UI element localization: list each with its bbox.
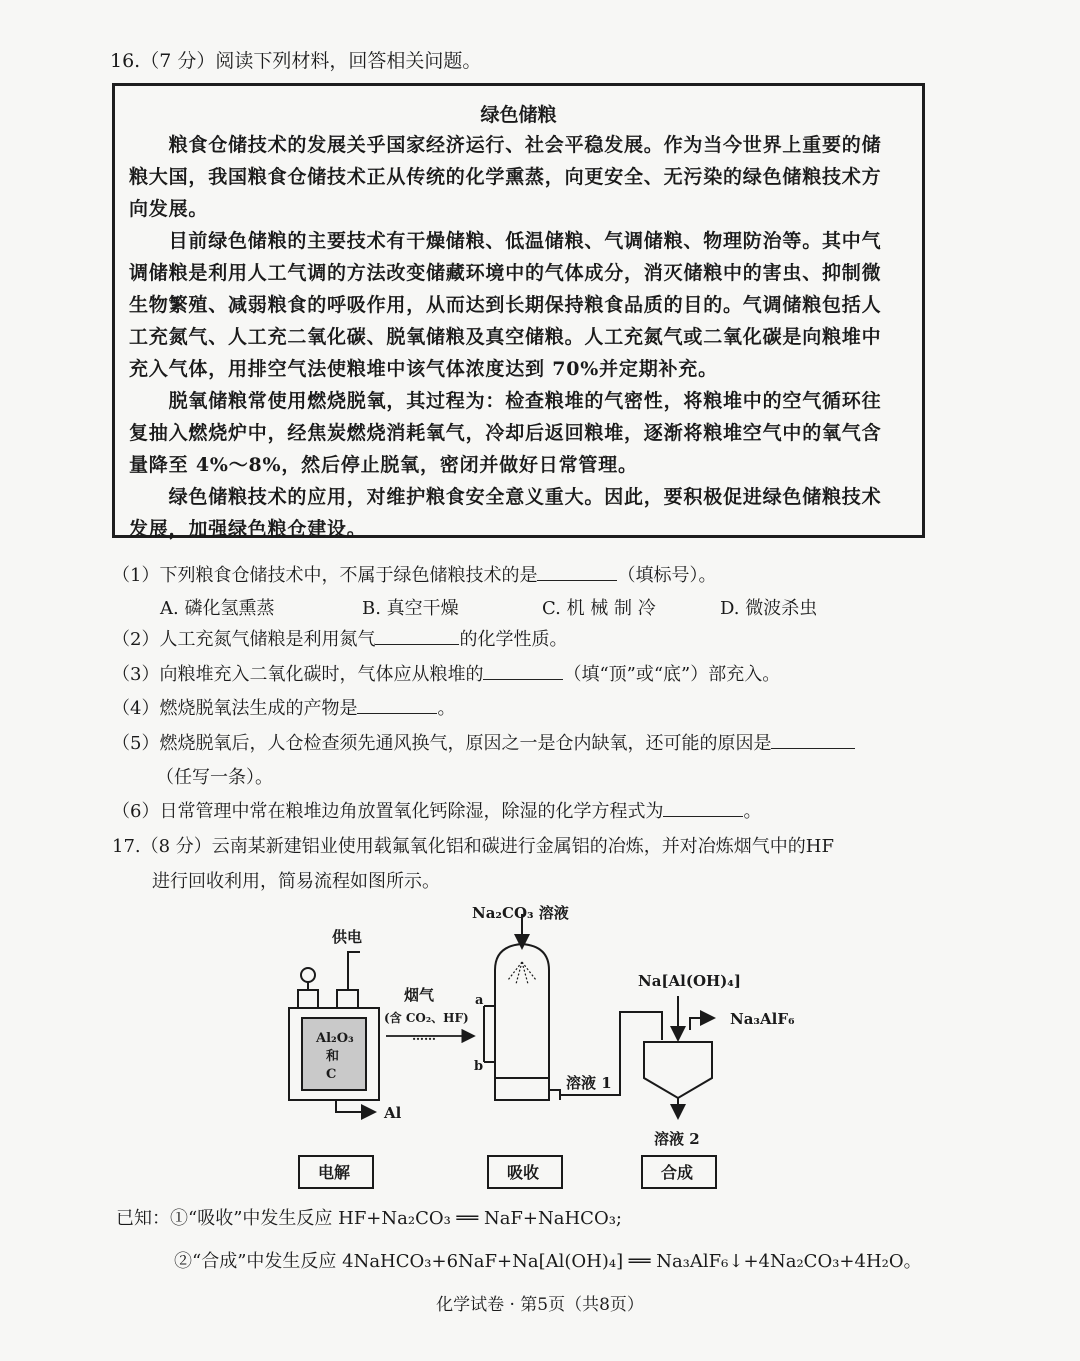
material-line: 生物繁殖、减弱粮食的呼吸作用，从而达到长期保持粮食品质的目的。气调储粮包括人 [129, 294, 882, 316]
material-line: 粮大国，我国粮食仓储技术正从传统的化学熏蒸，向更安全、无污染的绿色储粮技术方 [129, 166, 882, 188]
q16-sub6 [112, 797, 761, 823]
label-dots: …… [412, 1029, 436, 1043]
option-d: D. 微波杀虫 [720, 598, 818, 619]
label-fume-note: (含 CO₂、HF) [384, 1011, 469, 1025]
q16-sub5-text: （5）燃烧脱氧后，人仓检查须先通风换气，原因之一是仓内缺氧，还可能的原因是 [112, 733, 772, 754]
label-power: 供电 [332, 928, 363, 946]
q16-sub4 [112, 694, 455, 720]
material-line: 绿色储粮技术的应用，对维护粮食安全意义重大。因此，要积极促进绿色储粮技术 [129, 486, 882, 508]
q17-line1: 17.（8 分）云南某新建铝业使用载氟氧化铝和碳进行金属铝的冶炼，并对冶炼烟气中的HF [112, 836, 834, 857]
q16-sub4-suffix: 。 [437, 698, 456, 719]
label-solution1: 溶液 1 [566, 1074, 612, 1092]
label-fume: 烟气 [404, 986, 435, 1004]
material-line: 粮食仓储技术的发展关乎国家经济运行、社会平稳发展。作为当今世界上重要的储 [129, 134, 882, 156]
material-box [112, 83, 925, 538]
label-na-aloh4: Na[Al(OH)₄] [638, 972, 741, 990]
label-b: b [474, 1059, 484, 1074]
label-and: 和 [326, 1049, 340, 1064]
label-a: a [475, 993, 484, 1008]
material-title: 绿色储粮 [480, 104, 557, 126]
synthesis-vessel [644, 996, 714, 1118]
known-reaction-1: 已知：①“吸收”中发生反应 HF+Na₂CO₃ ══ NaF+NaHCO₃; [116, 1208, 622, 1229]
q16-sub2-text: （2）人工充氮气储粮是利用氮气 [112, 629, 376, 650]
page-footer: 化学试卷 · 第5页（共8页） [436, 1295, 644, 1315]
q16-sub1 [112, 561, 716, 587]
option-b: B. 真空干燥 [362, 598, 459, 619]
answer-blank[interactable] [537, 562, 617, 581]
material-line: 发展，加强绿色粮仓建设。 [129, 518, 367, 540]
q16-sub2-suffix: 的化学性质。 [459, 629, 568, 650]
q17-line2: 进行回收利用，简易流程如图所示。 [152, 871, 440, 892]
answer-blank[interactable] [357, 695, 437, 714]
q16-sub3-suffix: （填“顶”或“底”）部充入。 [563, 664, 781, 685]
absorption-tower [484, 914, 662, 1100]
q16-sub1-suffix: （填标号）。 [617, 565, 717, 586]
material-line: 目前绿色储粮的主要技术有干燥储粮、低温储粮、气调储粮、物理防治等。其中气 [129, 230, 882, 252]
material-line: 向发展。 [129, 198, 209, 220]
label-na3alf6: Na₃AlF₆ [730, 1010, 795, 1028]
label-carbon: C [326, 1067, 337, 1082]
material-line: 调储粮是利用人工气调的方法改变储藏环境中的气体成分，消灭储粮中的害虫、抑制微 [129, 262, 882, 284]
q16-heading: 16.（7 分）阅读下列材料，回答相关问题。 [110, 50, 482, 72]
label-step-electrolysis: 电解 [318, 1163, 351, 1182]
answer-blank[interactable] [375, 626, 459, 645]
q16-sub3-text: （3）向粮堆充入二氧化碳时，气体应从粮堆的 [112, 664, 484, 685]
q16-sub3 [112, 660, 780, 686]
known-reaction-2: ②“合成”中发生反应 4NaHCO₃+6NaF+Na[Al(OH)₄] ══ Na₃AlF₆↓+4Na₂CO₃+4H₂O。 [174, 1251, 922, 1272]
material-line: 工充氮气、人工充二氧化碳、脱氧储粮及真空储粮。人工充氮气或二氧化碳是向粮堆中 [129, 326, 882, 348]
material-line: 充入气体，用排空气法使粮堆中该气体浓度达到 70%并定期补充。 [129, 358, 718, 380]
label-step-absorption: 吸收 [507, 1163, 540, 1182]
label-solution2: 溶液 2 [654, 1130, 700, 1148]
option-c: C. 机 械 制 冷 [542, 598, 656, 619]
material-line: 脱氧储粮常使用燃烧脱氧，其过程为：检查粮堆的气密性，将粮堆中的空气循环往 [129, 390, 882, 412]
q16-sub5-suffix: （任写一条）。 [156, 767, 273, 788]
q16-sub1-text: （1）下列粮食仓储技术中，不属于绿色储粮技术的是 [112, 565, 538, 586]
q16-sub6-text: （6）日常管理中常在粮堆边角放置氧化钙除湿，除湿的化学方程式为 [112, 801, 664, 822]
label-al2o3: Al₂O₃ [316, 1031, 354, 1046]
answer-blank[interactable] [483, 661, 563, 680]
q16-sub4-text: （4）燃烧脱氧法生成的产物是 [112, 698, 358, 719]
option-a: A. 磷化氢熏蒸 [160, 598, 275, 619]
answer-blank[interactable] [663, 798, 743, 817]
q16-sub5 [112, 729, 855, 755]
label-al-out: Al [384, 1104, 402, 1122]
process-flow-diagram [0, 895, 1080, 1195]
q16-sub6-suffix: 。 [743, 801, 762, 822]
label-step-synthesis: 合成 [661, 1163, 694, 1182]
answer-blank[interactable] [771, 730, 855, 749]
material-line: 复抽入燃烧炉中，经焦炭燃烧消耗氧气，冷却后返回粮堆，逐渐将粮堆空气中的氧气含 [129, 422, 882, 444]
material-line: 量降至 4%～8%，然后停止脱氧，密闭并做好日常管理。 [129, 454, 638, 476]
q16-sub2 [112, 625, 567, 651]
label-na2co3-solution: Na₂CO₃ 溶液 [472, 904, 569, 922]
